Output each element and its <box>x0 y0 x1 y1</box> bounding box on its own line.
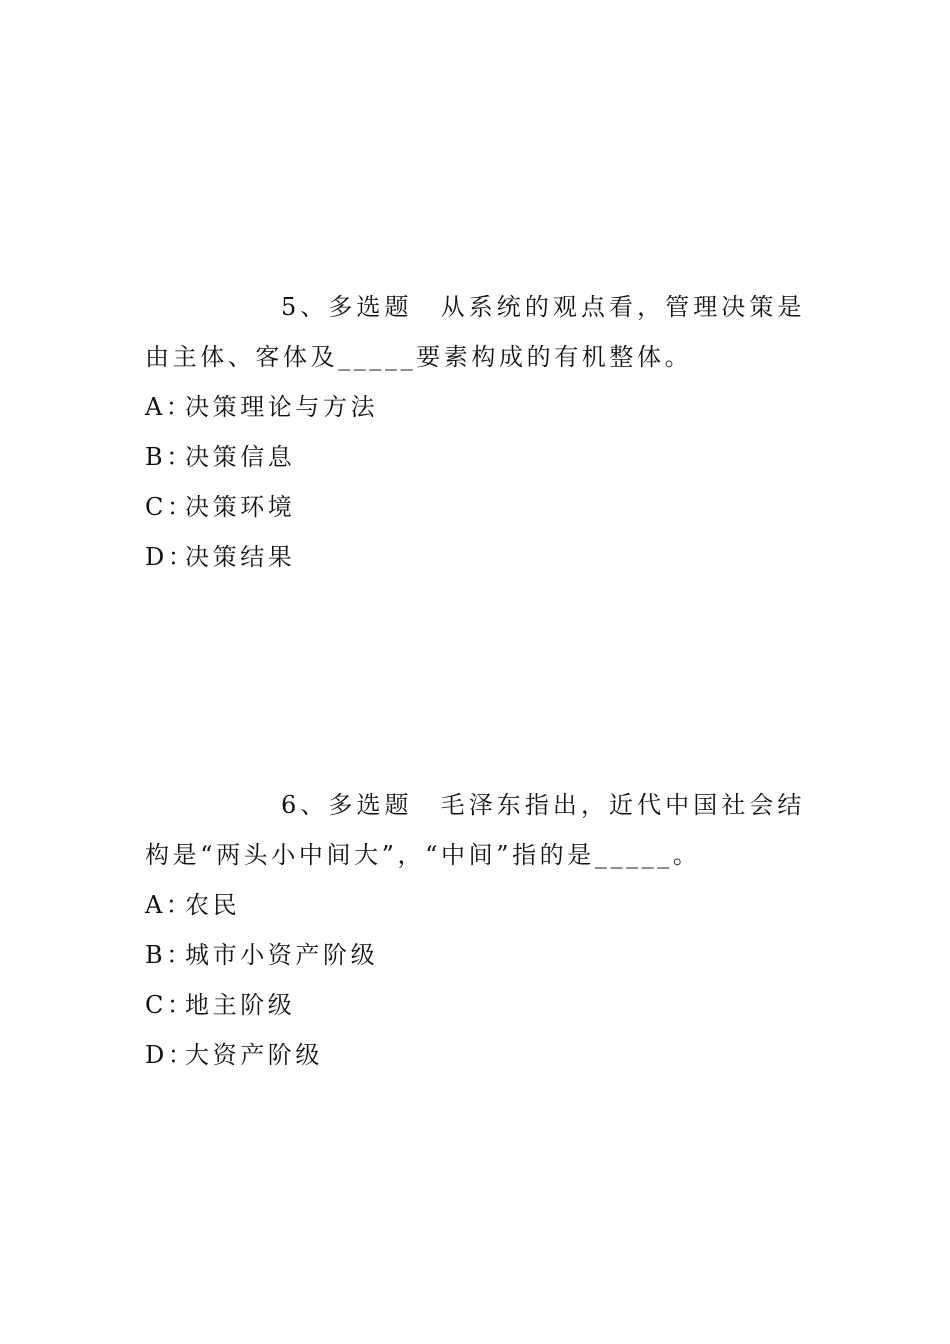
question-5 <box>145 282 805 582</box>
option-text: 决策环境 <box>185 493 296 521</box>
option-list <box>145 880 805 1080</box>
option-letter: A： <box>145 891 194 919</box>
option-text: 城市小资产阶级 <box>185 941 379 969</box>
option-text: 大资产阶级 <box>185 1041 323 1069</box>
option-c <box>145 980 805 1030</box>
option-c <box>145 482 805 532</box>
option-text: 决策信息 <box>185 443 296 471</box>
option-text: 农民 <box>185 891 241 919</box>
option-letter: A： <box>145 393 194 421</box>
option-letter: D： <box>145 1041 196 1069</box>
option-list <box>145 382 805 582</box>
option-letter: C： <box>145 493 195 521</box>
option-letter: B： <box>145 941 194 969</box>
option-d <box>145 532 805 582</box>
option-letter: D： <box>145 543 196 571</box>
question-stem: 5、多选题 从系统的观点看，管理决策是由主体、客体及_____要素构成的有机整体。 <box>145 293 805 371</box>
option-text: 决策理论与方法 <box>185 393 379 421</box>
option-b <box>145 930 805 980</box>
option-text: 地主阶级 <box>185 991 296 1019</box>
option-letter: C： <box>145 991 195 1019</box>
question-6 <box>145 780 805 1080</box>
option-b <box>145 432 805 482</box>
option-text: 决策结果 <box>185 543 296 571</box>
option-d <box>145 1030 805 1080</box>
option-a <box>145 880 805 930</box>
option-a <box>145 382 805 432</box>
question-stem: 6、多选题 毛泽东指出，近代中国社会结构是“两头小中间大”，“中间”指的是_____。 <box>145 791 805 869</box>
option-letter: B： <box>145 443 194 471</box>
